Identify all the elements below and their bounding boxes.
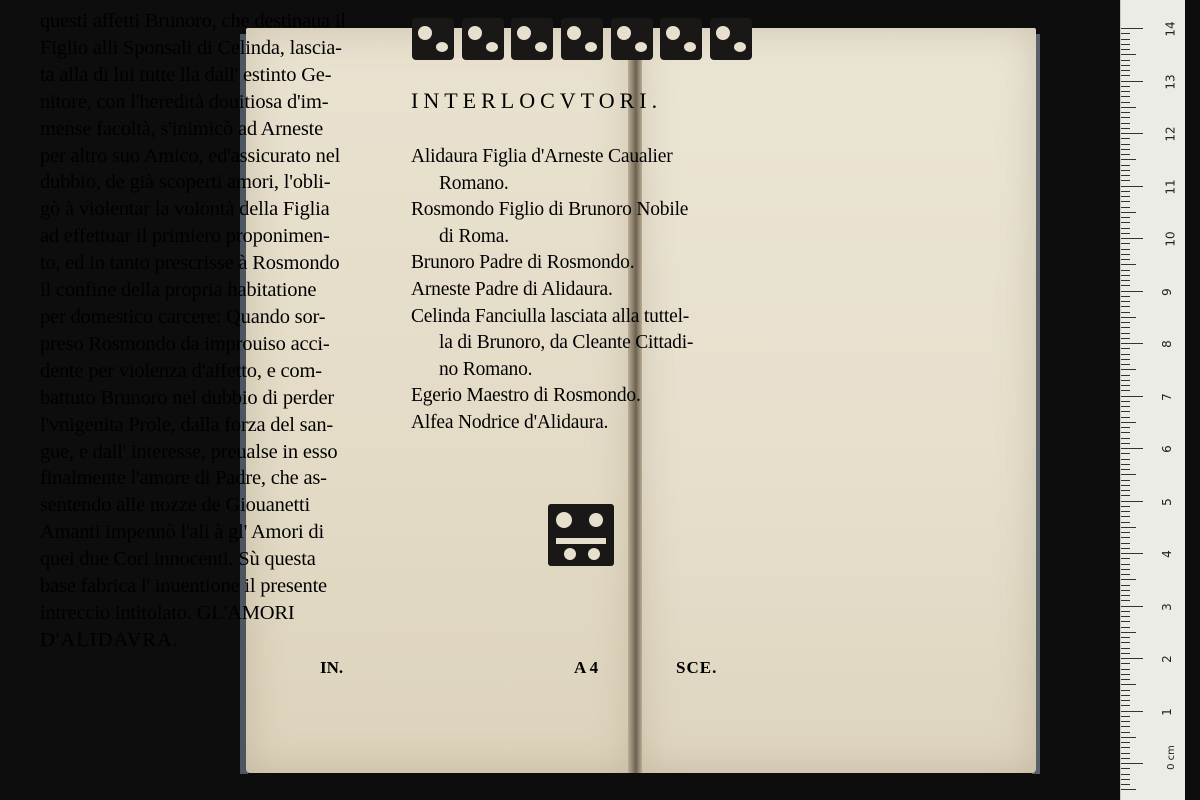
- ruler-tick: [1121, 238, 1143, 239]
- ruler-tick: [1121, 558, 1130, 559]
- ruler-tick: [1121, 506, 1130, 507]
- ruler-tick: [1121, 532, 1130, 533]
- ruler-tick: [1121, 501, 1143, 502]
- ruler-tick: [1121, 201, 1130, 202]
- vignette-ornament-icon: [548, 504, 614, 566]
- ruler-tick: [1121, 364, 1130, 365]
- ruler-tick: [1121, 359, 1130, 360]
- ruler-tick: [1121, 690, 1130, 691]
- ruler-tick: [1121, 490, 1130, 491]
- ruler-tick: [1121, 49, 1130, 50]
- ruler-tick: [1121, 196, 1130, 197]
- text-line: nitore, con l'heredità douitiosa d'im-: [40, 90, 329, 113]
- ruler-tick: [1121, 91, 1130, 92]
- ruler-tick: [1121, 606, 1143, 607]
- ruler-tick: [1121, 333, 1130, 334]
- text-line: questi affetti Brunoro, che destinaua il: [40, 10, 346, 32]
- ruler-tick: [1121, 616, 1130, 617]
- ruler-tick: [1121, 768, 1130, 769]
- ruler-tick: [1121, 574, 1130, 575]
- ruler-tick: [1121, 348, 1130, 349]
- ruler-tick: [1121, 600, 1130, 601]
- ruler-tick: [1121, 33, 1130, 34]
- ruler-tick: [1121, 39, 1130, 40]
- text-line: il confine della propria habitatione: [40, 279, 317, 302]
- left-catchword: IN.: [320, 658, 344, 677]
- cast-entry: Alfea Nodrice d'Alidaura.: [411, 411, 609, 433]
- ruler-tick: [1121, 28, 1143, 29]
- ruler-tick: [1121, 522, 1130, 523]
- measurement-ruler: [1120, 0, 1185, 800]
- ruler-tick: [1121, 422, 1136, 423]
- ruler-tick: [1121, 212, 1136, 213]
- signature-mark: A 4: [574, 658, 599, 677]
- cast-entry: Celinda Fanciulla lasciata alla tuttel-: [411, 305, 690, 327]
- ornament-icon: [660, 18, 702, 60]
- ornament-icon: [561, 18, 603, 60]
- ruler-tick: [1121, 753, 1130, 754]
- ruler-tick: [1121, 86, 1130, 87]
- ruler-tick: [1121, 249, 1130, 250]
- text-line: quei due Cori innocenti. Sù questa: [40, 548, 316, 571]
- ruler-tick: [1121, 406, 1130, 407]
- ruler-tick: [1121, 459, 1130, 460]
- ruler-tick: [1121, 543, 1130, 544]
- ornament-icon: [611, 18, 653, 60]
- ruler-tick: [1121, 438, 1130, 439]
- ruler-tick: [1121, 317, 1136, 318]
- ruler-tick: [1121, 338, 1130, 339]
- ruler-tick: [1121, 590, 1130, 591]
- ruler-tick: [1121, 627, 1130, 628]
- ruler-tick: [1121, 679, 1130, 680]
- ruler-tick: [1121, 133, 1143, 134]
- ruler-tick: [1121, 54, 1136, 55]
- ruler-tick: [1121, 579, 1136, 580]
- ruler-tick: [1121, 763, 1143, 764]
- ruler-tick: [1121, 427, 1130, 428]
- ruler-tick: [1121, 296, 1130, 297]
- cast-entry: no Romano.: [439, 358, 533, 380]
- ruler-tick: [1121, 128, 1130, 129]
- ruler-number: 9: [1159, 287, 1174, 296]
- ruler-tick: [1121, 191, 1130, 192]
- ruler-tick: [1121, 390, 1130, 391]
- ruler-tick: [1121, 165, 1130, 166]
- ruler-tick: [1121, 186, 1143, 187]
- text-line: gò à violentar la volontà della Figlia: [40, 198, 330, 221]
- ruler-number: 14: [1163, 21, 1178, 37]
- ruler-tick: [1121, 637, 1130, 638]
- ornament-icon: [511, 18, 553, 60]
- ruler-tick: [1121, 285, 1130, 286]
- ruler-tick: [1121, 375, 1130, 376]
- ruler-tick: [1121, 443, 1130, 444]
- ruler-tick: [1121, 453, 1130, 454]
- ruler-tick: [1121, 149, 1130, 150]
- ruler-tick: [1121, 784, 1130, 785]
- text-line: Figlio alli Sponsali di Celinda, lasciа-: [40, 36, 342, 59]
- text-line: mense facoltà, s'inimicò ad Arneste: [40, 117, 324, 140]
- ruler-tick: [1121, 758, 1130, 759]
- ruler-tick: [1121, 243, 1130, 244]
- ruler-tick: [1121, 154, 1130, 155]
- ruler-tick: [1121, 123, 1130, 124]
- ruler-tick: [1121, 700, 1130, 701]
- cast-entry: Alidaura Figlia d'Arneste Caualier: [411, 146, 673, 167]
- ruler-tick: [1121, 217, 1130, 218]
- ruler-tick: [1121, 469, 1130, 470]
- text-line: per altro suo Amico, ed'assicurato nel: [40, 144, 341, 167]
- ruler-tick: [1121, 306, 1130, 307]
- ruler-tick: [1121, 789, 1136, 790]
- ruler-number: 7: [1159, 392, 1174, 401]
- text-line: battuto Brunoro nel dubbio di perder: [40, 386, 334, 409]
- ruler-tick: [1121, 674, 1130, 675]
- ruler-tick: [1121, 495, 1130, 496]
- ruler-tick: [1121, 396, 1143, 397]
- ruler-tick: [1121, 60, 1130, 61]
- ruler-tick: [1121, 564, 1130, 565]
- ruler-number: 8: [1159, 340, 1174, 348]
- ruler-tick: [1121, 658, 1143, 659]
- ruler-tick: [1121, 642, 1130, 643]
- cast-list: [411, 144, 791, 437]
- ruler-number: 6: [1159, 445, 1174, 453]
- ruler-tick: [1121, 138, 1130, 139]
- cast-entry: Rosmondo Figlio di Brunoro Nobile: [411, 199, 689, 221]
- ruler-tick: [1121, 264, 1136, 265]
- ruler-tick: [1121, 569, 1130, 570]
- text-line: finalmente l'amore di Padre, che as-: [40, 467, 327, 490]
- ruler-tick: [1121, 65, 1130, 66]
- ruler-tick: [1121, 254, 1130, 255]
- ruler-tick: [1121, 107, 1136, 108]
- ruler-tick: [1121, 448, 1143, 449]
- ruler-tick: [1121, 705, 1130, 706]
- ruler-tick: [1121, 75, 1130, 76]
- ruler-tick: [1121, 233, 1130, 234]
- ruler-number: 5: [1159, 497, 1174, 506]
- ruler-tick: [1121, 312, 1130, 313]
- ruler-tick: [1121, 716, 1130, 717]
- text-line: dubbio, de già scoperti amori, l'obli-: [40, 171, 331, 194]
- ruler-number: 3: [1159, 602, 1174, 611]
- ruler-unit-label: 0 cm: [1165, 745, 1177, 770]
- cast-entry: Egerio Maestro di Rosmondo.: [411, 385, 641, 407]
- ruler-tick: [1121, 742, 1130, 743]
- ruler-tick: [1121, 774, 1130, 775]
- ruler-tick: [1121, 159, 1136, 160]
- ruler-tick: [1121, 653, 1130, 654]
- ornament-icon: [710, 18, 752, 60]
- ruler-tick: [1121, 207, 1130, 208]
- ruler-tick: [1121, 170, 1130, 171]
- ruler-tick: [1121, 663, 1130, 664]
- ruler-tick: [1121, 385, 1130, 386]
- ruler-number: 10: [1163, 231, 1178, 247]
- text-line: preso Rosmondo da improuiso acci-: [40, 332, 330, 355]
- ruler-tick: [1121, 291, 1143, 292]
- ruler-tick: [1121, 70, 1130, 71]
- ruler-tick: [1121, 96, 1130, 97]
- ruler-tick: [1121, 695, 1130, 696]
- cast-entry: Brunoro Padre di Rosmondo.: [411, 252, 635, 274]
- cast-entry: Romano.: [439, 172, 509, 194]
- ruler-number: 11: [1163, 178, 1178, 195]
- ruler-tick: [1121, 112, 1130, 113]
- cast-entry: di Roma.: [439, 225, 509, 247]
- text-line: dente per violenza d'affetto, e com-: [40, 359, 322, 382]
- ruler-tick: [1121, 270, 1130, 271]
- ruler-tick: [1121, 527, 1136, 528]
- ruler-tick: [1121, 259, 1130, 260]
- ruler-tick: [1121, 464, 1130, 465]
- cast-entry: Arneste Padre di Alidaura.: [411, 278, 613, 300]
- ruler-tick: [1121, 711, 1143, 712]
- ruler-tick: [1121, 737, 1136, 738]
- text-line: to, ed in tanto prescrisse à Rosmondo: [40, 252, 340, 275]
- ruler-tick: [1121, 417, 1130, 418]
- ruler-number: 2: [1159, 655, 1174, 663]
- ruler-tick: [1121, 327, 1130, 328]
- ruler-tick: [1121, 411, 1130, 412]
- ruler-tick: [1121, 401, 1130, 402]
- ruler-tick: [1121, 747, 1130, 748]
- ruler-tick: [1121, 228, 1130, 229]
- ruler-tick: [1121, 280, 1130, 281]
- right-catchword: SCE.: [676, 658, 718, 677]
- text-line: l'vnigenita Prole, dalla forza del san-: [40, 413, 334, 436]
- cast-entry: la di Brunoro, da Cleante Cittadi-: [439, 332, 694, 354]
- ruler-number: 12: [1163, 126, 1178, 142]
- ruler-tick: [1121, 516, 1130, 517]
- ruler-tick: [1121, 102, 1130, 103]
- ruler-tick: [1121, 222, 1130, 223]
- text-line: gue, e dall' interesse, preualse in esso: [40, 440, 338, 463]
- ornament-icon: [462, 18, 504, 60]
- ruler-tick: [1121, 611, 1130, 612]
- ruler-number: 13: [1163, 73, 1178, 90]
- ruler-tick: [1121, 275, 1130, 276]
- ruler-tick: [1121, 485, 1130, 486]
- ruler-tick: [1121, 669, 1130, 670]
- text-line: ta alla di lui tutte lla dall' estinto Ge-: [40, 63, 332, 86]
- ruler-tick: [1121, 632, 1136, 633]
- ruler-tick: [1121, 44, 1130, 45]
- ruler-tick: [1121, 144, 1130, 145]
- text-line: per domestico carcere: Quando sor-: [40, 305, 326, 328]
- ruler-tick: [1121, 779, 1130, 780]
- ruler-number: 1: [1159, 707, 1174, 716]
- ruler-tick: [1121, 648, 1130, 649]
- ruler-tick: [1121, 480, 1130, 481]
- ruler-tick: [1121, 732, 1130, 733]
- ruler-tick: [1121, 180, 1130, 181]
- ruler-tick: [1121, 474, 1136, 475]
- ornament-headpiece: [412, 18, 752, 62]
- ruler-number: 4: [1159, 550, 1174, 558]
- ruler-tick: [1121, 553, 1143, 554]
- ruler-tick: [1121, 595, 1130, 596]
- text-line: base fabrica l' inuentione il presente: [40, 575, 327, 598]
- ruler-tick: [1121, 369, 1136, 370]
- ruler-tick: [1121, 684, 1136, 685]
- ruler-tick: [1121, 621, 1130, 622]
- ornament-icon: [412, 18, 454, 60]
- ruler-tick: [1121, 511, 1130, 512]
- ruler-tick: [1121, 537, 1130, 538]
- text-line: Amanti impennò l'ali à gl' Amori di: [40, 521, 324, 544]
- text-line: intreccio intitolato. GL'AMORI: [40, 601, 295, 624]
- ruler-tick: [1121, 117, 1130, 118]
- ruler-tick: [1121, 175, 1130, 176]
- ruler-tick: [1121, 585, 1130, 586]
- ruler-tick: [1121, 343, 1143, 344]
- left-page-text: [40, 8, 385, 654]
- cast-heading: INTERLOCVTORI.: [411, 88, 663, 113]
- ruler-tick: [1121, 726, 1130, 727]
- ruler-tick: [1121, 432, 1130, 433]
- ruler-tick: [1121, 380, 1130, 381]
- text-line: D'ALIDAVRA.: [40, 628, 180, 651]
- text-line: sentendo alle nozze de Giouanetti: [40, 494, 311, 517]
- ruler-tick: [1121, 548, 1130, 549]
- ruler-tick: [1121, 301, 1130, 302]
- ruler-tick: [1121, 81, 1143, 82]
- text-line: ad effettuar il primiero proponimen-: [40, 225, 330, 248]
- ruler-tick: [1121, 721, 1130, 722]
- ruler-tick: [1121, 322, 1130, 323]
- ruler-tick: [1121, 354, 1130, 355]
